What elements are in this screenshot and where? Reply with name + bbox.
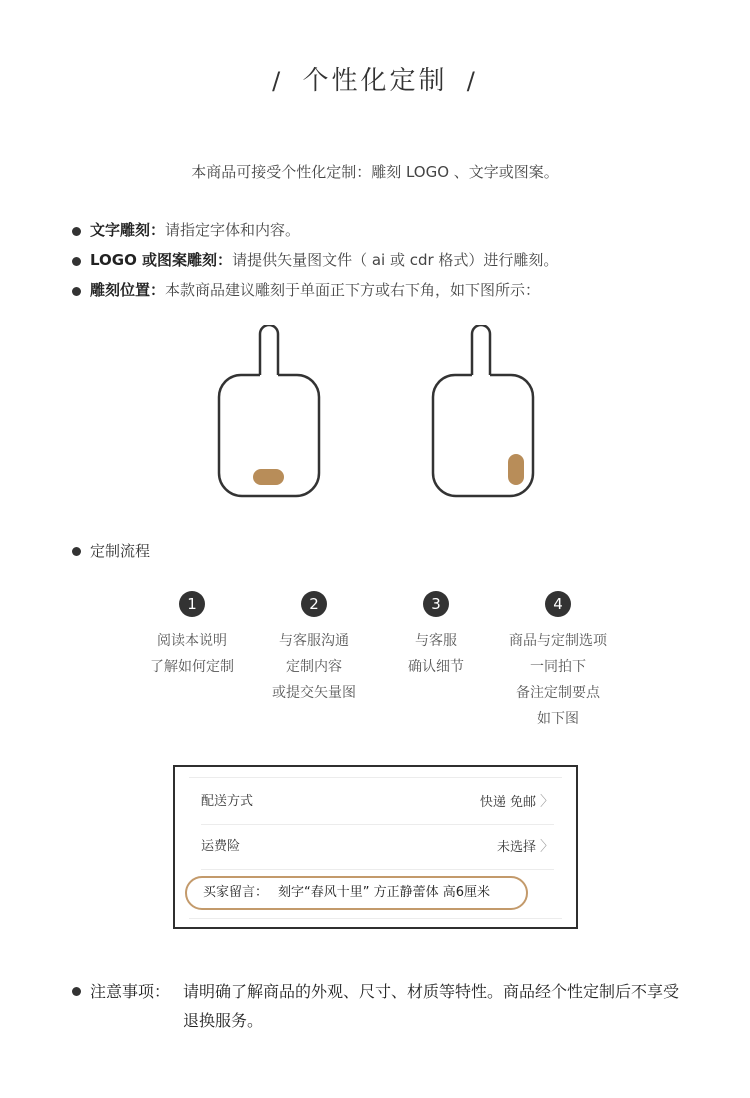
flow-title: 定制流程: [90, 542, 151, 560]
insurance-label: 运费险: [201, 839, 241, 854]
step-line: 了解如何定制: [150, 659, 234, 675]
step-line: 一同拍下: [530, 659, 586, 675]
step-line: 定制内容: [286, 659, 342, 675]
title-slash-right: /: [466, 67, 478, 95]
delivery-value: [480, 787, 554, 818]
step-line: 如下图: [537, 711, 579, 727]
bullet-dot-icon: [72, 227, 81, 236]
chevron-right-icon: 〉: [540, 839, 554, 855]
list-item-text-engraving: [72, 219, 732, 249]
step-number-badge: 3: [423, 591, 449, 617]
intro-text: 本商品可接受个性化定制：雕刻 LOGO 、文字或图案。: [191, 163, 559, 181]
luggage-tag-bottom-center-icon: [216, 325, 322, 500]
step-line: 确认细节: [408, 659, 464, 675]
divider: [189, 918, 562, 919]
engrave-mark-bottom: [253, 469, 284, 485]
step-line: 与客服: [415, 633, 457, 649]
bullet-text: 请指定字体和内容。: [165, 221, 301, 239]
divider: [201, 869, 554, 870]
step-line: 或提交矢量图: [272, 685, 356, 701]
bullet-label: 雕刻位置：: [90, 281, 166, 299]
divider: [201, 824, 554, 825]
step-number-badge: 1: [179, 591, 205, 617]
step-line: 与客服沟通: [279, 633, 349, 649]
engraving-position-illustrations: [0, 325, 750, 505]
step-line: 商品与定制选项: [509, 633, 607, 649]
bullet-dot-icon: [72, 987, 81, 996]
notice-text: 请明确了解商品的外观、尺寸、材质等特性。商品经个性定制后不享受退换服务。: [183, 982, 680, 1030]
insurance-value-text: 未选择: [496, 840, 536, 855]
order-note-example: [173, 765, 578, 929]
bullet-dot-icon: [72, 547, 81, 556]
engraving-options-list: [72, 219, 732, 309]
title-text: 个性化定制: [302, 66, 448, 96]
step-line: 备注定制要点: [516, 685, 600, 701]
insurance-value: [497, 832, 554, 863]
step-number-badge: 2: [301, 591, 327, 617]
chevron-right-icon: 〉: [540, 794, 554, 810]
list-item-engraving-position: [72, 279, 732, 309]
bullet-text: 本款商品建议雕刻于单面正下方或右下角，如下图所示：: [165, 281, 541, 299]
delivery-value-text: 快递 免邮: [479, 795, 536, 810]
step-number-badge: 4: [545, 591, 571, 617]
buyer-message-label: 买家留言：: [203, 885, 269, 900]
bullet-text: 请提供矢量图文件（ ai 或 cdr 格式）进行雕刻。: [232, 251, 559, 269]
divider: [189, 777, 562, 778]
insurance-row[interactable]: [201, 832, 554, 862]
buyer-message-text: 刻字“春风十里” 方正静蕾体 高6厘米: [278, 885, 491, 900]
delivery-row[interactable]: [201, 787, 554, 817]
page-title: [0, 60, 750, 97]
luggage-tag-bottom-right-icon: [430, 325, 536, 500]
notice-label: 注意事项：: [90, 982, 171, 1001]
title-slash-left: /: [272, 67, 284, 95]
buyer-message-highlight[interactable]: [185, 876, 528, 910]
step-line: 阅读本说明: [157, 633, 227, 649]
bullet-label: 文字雕刻：: [90, 221, 166, 239]
engrave-mark-right: [508, 454, 524, 485]
flow-heading: [72, 540, 150, 562]
bullet-dot-icon: [72, 287, 81, 296]
delivery-label: 配送方式: [201, 794, 254, 809]
list-item-logo-engraving: [72, 249, 732, 279]
bullet-dot-icon: [72, 257, 81, 266]
flow-step-4: [483, 591, 633, 732]
bullet-label: LOGO 或图案雕刻：: [90, 251, 233, 269]
